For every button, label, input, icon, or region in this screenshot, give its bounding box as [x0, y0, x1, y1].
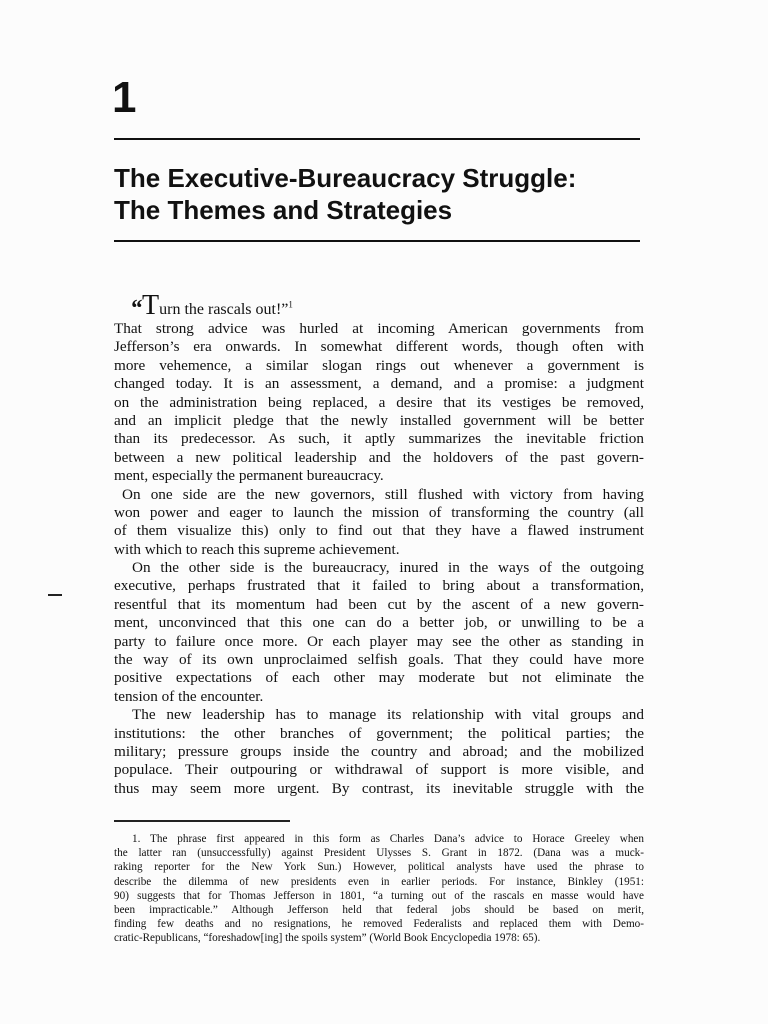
- body-line: ment, unconvinced that this one can do a better job, or unwilling to be a: [114, 614, 644, 632]
- body-line: resentful that its momentum had been cut by the ascent of a new govern-: [114, 595, 644, 613]
- body-line: won power and eager to launch the mission of transforming the country (all: [114, 503, 644, 521]
- body-line: party to failure once more. Or each player may see the other as standing in: [114, 632, 644, 650]
- epigraph: [130, 292, 293, 323]
- epigraph-open-quote: “: [130, 296, 142, 322]
- body-line: of them visualize this) only to find out that they have a flawed instrument: [114, 522, 644, 540]
- epigraph-text: urn the rascals out!”: [159, 301, 289, 318]
- body-line: than its predecessor. As such, it aptly summarizes the inevitable friction: [114, 430, 644, 448]
- body-line: institutions: the other branches of government; the political parties; the: [114, 724, 644, 742]
- body-line: positive expectations of each other may moderate but not eliminate the: [114, 669, 644, 687]
- body-line: Jefferson’s era onwards. In somewhat different words, though often with: [114, 338, 644, 356]
- body-line: with which to reach this supreme achievement.: [114, 540, 400, 558]
- chapter-title-line-2: The Themes and Strategies: [114, 195, 453, 225]
- chapter-title-line-1: The Executive-Bureaucracy Struggle:: [114, 163, 577, 193]
- footnote-line: raking reporter for the New York Sun.) However, political analysts have used the phrase to: [114, 861, 644, 874]
- body-line: tension of the encounter.: [114, 687, 264, 705]
- footnote: [114, 832, 644, 946]
- margin-mark: [48, 594, 62, 596]
- footnote-line: been impracticable.” Although Jefferson held that federal jobs should be based on merit,: [114, 903, 644, 916]
- body-line: That strong advice was hurled at incoming American governments from: [114, 320, 644, 337]
- body-line: and an implicit pledge that the newly installed government will be better: [114, 411, 644, 429]
- body-line: more vehemence, a similar slogan rings out whenever a government is: [114, 356, 644, 374]
- body-line: thus may seem more urgent. By contrast, its inevitable struggle with the: [114, 779, 644, 797]
- footnote-line: the latter ran (unsuccessfully) against President Ulysses S. Grant in 1872. (Dana was a muck-: [114, 847, 644, 860]
- chapter-top-rule: [114, 138, 640, 140]
- body-line: On the other side is the bureaucracy, inured in the ways of the outgoing: [132, 559, 644, 577]
- body-line: ment, especially the permanent bureaucracy.: [114, 467, 384, 485]
- body-text: [114, 320, 644, 798]
- footnote-rule: [114, 820, 290, 822]
- body-line: On one side are the new governors, still flushed with victory from having: [122, 485, 644, 503]
- footnote-line: describe the dilemma of new presidents even in earlier periods. For instance, Binkley (1951:: [114, 875, 644, 888]
- footnote-line: finding few deaths and no resignations, he removed Federalists and replaced them with Demo-: [114, 918, 644, 931]
- footnote-line: cratic-Republicans, “foreshadow[ing] the spoils system” (World Book Encyclopedia 1978: 65).: [114, 932, 541, 945]
- chapter-title-rule: [114, 240, 640, 242]
- footnote-line: 1. The phrase first appeared in this form as Charles Dana’s advice to Horace Greeley when: [132, 833, 644, 845]
- body-line: the way of its own unproclaimed selfish goals. That they could have more: [114, 651, 644, 669]
- body-line: The new leadership has to manage its relationship with vital groups and: [132, 706, 644, 724]
- body-line: military; pressure groups inside the country and abroad; and the mobilized: [114, 742, 644, 760]
- footnote-reference: 1: [288, 299, 293, 310]
- body-line: executive, perhaps frustrated that it failed to bring about a transformation,: [114, 577, 644, 595]
- chapter-title: [114, 162, 654, 226]
- epigraph-dropcap: T: [142, 290, 160, 321]
- body-line: on the administration being replaced, a desire that its vestiges be removed,: [114, 393, 644, 411]
- body-line: changed today. It is an assessment, a demand, and a promise: a judgment: [114, 375, 644, 393]
- chapter-number: 1: [112, 73, 137, 122]
- footnote-line: 90) suggests that for Thomas Jefferson in 1801, “a turning out of the rascals en masse would have: [114, 889, 644, 902]
- body-line: between a new political leadership and the holdovers of the past govern-: [114, 448, 644, 466]
- body-line: populace. Their outpouring or withdrawal of support is more visible, and: [114, 761, 644, 779]
